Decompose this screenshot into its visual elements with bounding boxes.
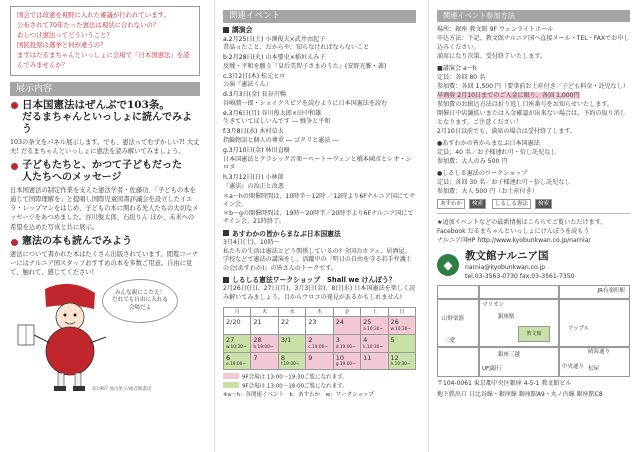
- weekday: 日: [388, 308, 415, 317]
- info-line: 参加費：大人 500 円（お土産付き）: [437, 187, 538, 195]
- lecture-note: ＊b〜gの開催時間は、19時〜20時半／20時半より6Fナルニア国にてサイン会。21時終了。: [223, 209, 414, 226]
- search-tags: [437, 199, 630, 209]
- section-text: 103の条文をパネル展示します。でも、憲法ってむずかしい?! 大丈夫! だるまちゃんといっしょに憲法を読み解いてみましょう。: [10, 138, 200, 155]
- calendar-cell: 5: [388, 335, 415, 353]
- lecture-item: b.2月28日(火) 山本聖史×稲垣えみ子 反戦・平和を願う『皇后美智子さまのうた』(安野光雅・著): [223, 54, 387, 70]
- ohanashi-info-heading: ●あすわかの皆からまなぶ日本国憲法: [437, 139, 540, 147]
- calendar-cell: 4 k.10:30~: [361, 335, 388, 353]
- info-line: 場所：銀座 教文館 9F ウェンライトホール: [437, 25, 554, 33]
- calendar-cell: 12 h.10:30~: [388, 352, 415, 370]
- section-heading: 人たちへのメッセージ: [22, 172, 122, 184]
- calendar-cell: 2 c.19:00~: [306, 335, 333, 353]
- calendar-cell: 24: [333, 317, 360, 335]
- homepage-link[interactable]: ナルニア国HP http://www.kyobunkwan.co.jp/narnia/: [437, 237, 591, 245]
- lectures-heading: 講演会: [223, 26, 416, 35]
- facebook-link[interactable]: Facebook だるまちゃんといっしょにけんぽうを読もう: [437, 228, 590, 236]
- map-label: 晴海通り: [588, 349, 611, 356]
- legend-note: ※a〜h：各関連イベント k：あすわか w：ワークショップ: [223, 392, 375, 399]
- calendar-cell: 9: [306, 352, 333, 370]
- shop-email[interactable]: narnia@kyobunkwan.co.jp: [465, 264, 546, 272]
- section-heading: 子どもたちと、かつて子どもだった: [10, 160, 200, 172]
- weekday: 月: [224, 308, 251, 317]
- lecture-item: e.3月6日(月) 谷川俊太郎×田中和雄 生きていてほしいんです ― 戦争と平和: [223, 109, 331, 126]
- ohanashi-heading: あすわかの皆からまなぶ日本国憲法: [223, 230, 416, 239]
- question-line: おしつけ憲法ってどういうこと？: [17, 30, 113, 39]
- calendar-cell: 28 b.19:00~: [251, 335, 278, 353]
- map-label: 銀座三越: [498, 352, 521, 359]
- calendar-row: [224, 352, 416, 370]
- intro-column: [0, 0, 210, 452]
- lecture-item: a.2月25日(土) 小澤俊夫×武井由起子 昔話ったこと、だからや、知らなければならないこと: [223, 35, 370, 52]
- calendar-row: [224, 335, 416, 353]
- early-discount: 早割券 2月10日までのご入金に限り、各回 1,000円: [437, 91, 580, 99]
- weekday: 土: [361, 308, 388, 317]
- calendar-cell: 21: [251, 317, 278, 335]
- search-tag[interactable]: 検索: [535, 199, 552, 209]
- ohanashi-text: 私たちの生活は憲法とどう関係しているの? 全国のカフェ、居酒屋、学校などで憲法の講演をし、活躍中の『明日の自由を守る若手弁護士の会(あすわか)』の皆さんのトークです。: [223, 247, 412, 272]
- section-text: 憲法について書かれた本はたくさん出版されています。閲覧コーナーにはナルニア国スタッフおすすめの本を多数ご用意。自由に見て、触れて、感じてください!: [10, 250, 199, 276]
- question-line: 公布されて70年たった憲法は現状に合わないの？: [17, 20, 160, 29]
- events-column: [214, 0, 424, 452]
- exhibit-title: 展示内容: [10, 82, 200, 96]
- legend-item-green: 9F会場は 13:00〜18:00ご覧になれます。: [223, 382, 416, 391]
- map-label: 三愛: [444, 338, 456, 345]
- info-line: 定員：各回 30 名／お子様連れ可・倍し託児なし: [437, 178, 571, 186]
- calendar-cell: 23: [306, 317, 333, 335]
- lecture-item: f.3月8日(水) 木村草太 指輪物語と個人の尊重 ― ゴクリと憲法 ―: [223, 128, 339, 144]
- workshop-info-heading: ●しるしる憲法のワークショップ: [437, 169, 528, 177]
- bubble-line: だれでも自由に入れる: [112, 297, 168, 304]
- section-heading: だるまちゃんといっしょに読んでみよう: [22, 111, 192, 135]
- calendar-cell: 27 w.10:30~: [224, 335, 251, 353]
- info-title: 関連イベント参加方法: [437, 10, 630, 22]
- map-label: UFJ銀行: [482, 366, 502, 373]
- shop-header: [437, 249, 630, 281]
- copyright: ©1967 加古里子/福音館書店: [92, 386, 152, 392]
- map-label: 松屋: [588, 366, 600, 373]
- lecture-note: ＊a〜hの開催時間は、10時半〜12時 ／12時より6Fナルニア国にてサイン会。: [223, 192, 416, 209]
- map-label: 中央通り: [562, 364, 585, 371]
- square-icon: [223, 27, 229, 33]
- calendar-cell: 3 d.19:00~: [333, 335, 360, 353]
- tag-asuwaka[interactable]: あすわか: [437, 199, 465, 209]
- legend-item-pink: 9F会場は 13:00〜19:30ご覧になれます。: [223, 373, 416, 382]
- info-line: 参加費：各回 1,500 円（要事前お土産付き／子ども料金・託児なし）: [437, 82, 629, 90]
- tag-shirushiru[interactable]: しるしる憲法: [492, 199, 531, 209]
- bubble-line: みんな親にこたえ！: [114, 289, 166, 296]
- ohanashi-date: 3月4日(土)、10時〜: [223, 238, 280, 246]
- map-label: マリオン: [482, 302, 504, 309]
- map-label: JR有楽町駅: [597, 288, 625, 295]
- calendar-cell: 7: [251, 352, 278, 370]
- question-box: [10, 6, 200, 76]
- events-title: 関連イベント: [223, 10, 416, 23]
- section-text: 日本国憲法の制定作業を支えた憲法学者・佐藤功、「子どもの本を通じて国際理解を」と提唱し国際児童図書評議会を設立したイエラ・レップマンをはじめ、子どもの本に関わる先人たちの大切なメッセージをあつめました。谷川俊太郎、石垣りん ほか、未来への希望を込めた写真と共に展示。: [10, 187, 199, 231]
- calendar-row: [224, 317, 416, 335]
- calendar-cell: 6 e.19:00~: [224, 352, 251, 370]
- section-heading: 日本国憲法はぜんぶで103条。: [10, 99, 200, 112]
- calendar-cell: 22: [278, 317, 305, 335]
- weekday: 水: [278, 308, 305, 317]
- narnia-logo-icon: ◆: [437, 254, 459, 276]
- calendar-cell: 8 f.19:00~: [278, 352, 305, 370]
- address-sub: 地下鉄出口 日比谷線・銀座線 銀座駅A9・丸ノ内線 銀座駅C8: [437, 391, 603, 399]
- info-column: [428, 0, 640, 452]
- square-icon: [223, 277, 229, 283]
- calendar-header: [224, 308, 416, 317]
- info-line: 満席になり次第、受付終了いたします。: [437, 52, 547, 60]
- info-line: 参加費：大人のみ 500 円: [437, 157, 508, 165]
- map-label: アップル: [568, 326, 590, 333]
- map-label: 銀座駅: [498, 314, 515, 321]
- lecture-item: h.3月12日(日) 小林節 『憲法』の改正と改悪: [223, 174, 284, 190]
- weekday: 火: [251, 308, 278, 317]
- info-line: 参加費のお振込方法は折り返し口座番号をお知らせいたします。: [437, 100, 614, 108]
- access-map: [437, 285, 630, 377]
- question-line: まずはだるまちゃんといっしょに会場で『日本国憲法』を読んでみませんか？: [17, 50, 190, 69]
- weekday: 木: [306, 308, 333, 317]
- daruma-illustration: [10, 279, 200, 397]
- calendar-cell: 25 a.10:30~: [361, 317, 388, 335]
- info-line: 2月10日以前でも、満席の場合は受付終了します。: [437, 127, 577, 135]
- map-kyobunkwan: 教文館: [518, 326, 550, 342]
- shop-tel: tel.03-3563-0730 fax.03-3561-7350: [465, 273, 575, 281]
- map-label: 山野楽器: [442, 316, 465, 323]
- lecture-item: d.3月3日(金) 長谷川暢 谷崎潤一郎・シェイクスピアを読むように日本国憲法を読む: [223, 91, 388, 107]
- info-line: 開催日中店舗拡いまたは入金確認が出来ない場合は、予約の取り消しとなります。ご注意ください！: [437, 109, 626, 126]
- calendar-cell: 3/1: [278, 335, 305, 353]
- speech-bubble: [102, 279, 178, 323]
- info-line: 申込方法：下記、教文館ナルニア国へ直接メール・TEL・FAXでお申し込みください。: [437, 34, 630, 51]
- workshop-text: 2月26日(日)、27日(月)、3月3日(金)、8日(水) 日本国憲法を楽しく読み解いてみましょう。目からウロコの発見があるかもしれません!: [223, 285, 416, 301]
- workshop-heading: しるしる憲法ワークショップ Shall we けんぽう？: [223, 276, 416, 285]
- info-line: 定員：各回 80 名: [437, 73, 486, 81]
- question-line: 国会では改憲を視野に入れた審議が行われています。: [17, 11, 170, 19]
- address: 〒104-0061 東京都中央区銀座 4-5-1 教文館ビル: [437, 380, 572, 388]
- calendar-cell: 10 g.19:00~: [333, 352, 360, 370]
- shop-name: 教文館ナルニア国: [465, 250, 549, 263]
- lecture-item: c.3月2日(木) 松元ヒロ 公演『憲法くん』: [223, 72, 286, 89]
- lecture-item: g.3月10日(金) 林田直樹 日本国憲法とクラシック音楽〜ベートーヴェンと橋本國彦とレオ・シロタ: [223, 147, 412, 172]
- lecture-info-heading: ■講演会 a〜h: [437, 64, 477, 72]
- fb-note: ★追加イベントなどの最新情報はこちらでご覧いただけます。: [437, 219, 607, 227]
- event-calendar: [223, 307, 416, 370]
- question-line: 国民投票は選挙と何が違うの？: [17, 40, 107, 49]
- calendar-cell: 11: [361, 352, 388, 370]
- calendar-legend: [223, 373, 416, 400]
- search-tag[interactable]: 検索: [469, 199, 486, 209]
- calendar-cell: 2/20: [224, 317, 251, 335]
- weekday: 金: [333, 308, 360, 317]
- calendar-cell: 26 w.10:30~: [388, 317, 415, 335]
- section-heading: 憲法の本も読んでみよう: [10, 236, 200, 248]
- info-line: 定員：40 名／お子様連れ可・倍し託児なし: [437, 148, 557, 156]
- bubble-line: 会場だよ: [128, 304, 152, 311]
- square-icon: [223, 230, 229, 236]
